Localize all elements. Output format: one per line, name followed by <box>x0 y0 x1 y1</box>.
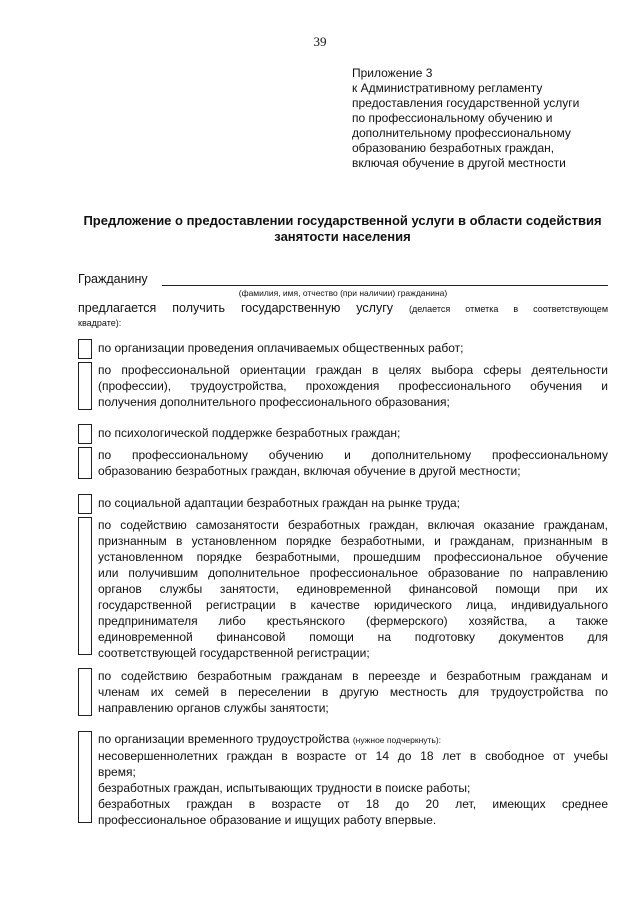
option-checkbox[interactable] <box>78 517 92 655</box>
heading-line-2: занятости населения <box>274 229 411 244</box>
option-checkbox[interactable] <box>78 339 92 359</box>
option-line: по организации проведения оплачиваемых общественных работ; <box>98 341 464 355</box>
option-line: по психологической поддержке безработных граждан; <box>98 426 401 440</box>
option-subline: безработных граждан, испытывающих трудности в поиске работы; <box>98 781 471 795</box>
option-line: по профессиональному обучению и дополнительному профессиональному <box>98 448 608 462</box>
option-line: органов службы занятости, единовременной финансовой помощи при их <box>98 582 608 596</box>
appendix-line: Приложение 3 <box>352 66 433 80</box>
appendix-line: образованию безработных граждан, <box>352 141 555 155</box>
option-public-works <box>78 339 608 359</box>
intro-main: предлагается получить государственную услугу <box>78 301 393 315</box>
appendix-line: дополнительному профессиональному <box>352 126 571 140</box>
option-line: членам их семей в переселении в другую местность для трудоустройства по <box>98 685 608 699</box>
option-line: или получившим дополнительное профессиональное образование по направлению <box>98 566 608 580</box>
option-title: по организации временного трудоустройства <box>98 732 350 746</box>
option-checkbox[interactable] <box>78 731 92 823</box>
option-social-adaptation <box>78 494 608 514</box>
option-subline: безработных граждан в возрасте от 18 до 20 лет, имеющих среднее <box>98 797 608 811</box>
option-line: получения дополнительного профессионального образования; <box>98 395 450 409</box>
option-psychological-support <box>78 424 608 444</box>
option-self-employment <box>78 517 608 660</box>
recipient-name-line[interactable] <box>162 285 608 286</box>
option-line: направлению органов службы занятости; <box>98 701 329 715</box>
option-line: по содействию самозанятости безработных граждан, включая оказание гражданам, <box>98 518 608 532</box>
option-subline: несовершеннолетних граждан в возрасте от 14 до 18 лет в свободное от учебы <box>98 749 608 763</box>
intro-note: (делается отметка в соответствующем <box>408 304 608 314</box>
option-checkbox[interactable] <box>78 668 92 716</box>
option-line: признанным в установленном порядке безработными, и гражданам, признанным в <box>98 534 608 548</box>
option-line: по содействию безработным гражданам в переезде и безработным гражданам и <box>98 669 608 683</box>
option-professional-training <box>78 447 608 479</box>
document-heading <box>70 213 615 245</box>
appendix-line: включая обучение в другой местности <box>352 156 566 170</box>
option-career-guidance <box>78 362 608 410</box>
option-checkbox[interactable] <box>78 494 92 514</box>
appendix-block <box>352 66 622 171</box>
option-checkbox[interactable] <box>78 447 92 479</box>
option-checkbox[interactable] <box>78 362 92 410</box>
option-relocation <box>78 668 608 716</box>
appendix-line: к Административному регламенту <box>352 81 543 95</box>
recipient-field <box>78 272 608 288</box>
appendix-line: предоставления государственной услуги <box>352 96 580 110</box>
option-line: по профессиональной ориентации граждан в целях выбора сферы деятельности <box>98 363 608 377</box>
recipient-label: Гражданину <box>78 272 148 286</box>
heading-line-1: Предложение о предоставлении государственной услуги в области содействия <box>83 213 602 228</box>
intro-note-cont: квадрате): <box>78 318 122 328</box>
option-line: установленном порядке безработными, прошедшим профессиональное обучение <box>98 550 608 564</box>
option-line: предпринимателя либо крестьянского (фермерского) хозяйства, а также <box>98 614 608 628</box>
option-line: единовременной финансовой помощи на подготовку документов для <box>98 630 608 644</box>
option-line: по социальной адаптации безработных граждан на рынке труда; <box>98 496 461 510</box>
intro-text <box>78 301 608 330</box>
option-line: (профессии), трудоустройства, прохождения профессионального обучения и <box>98 379 608 393</box>
option-line: образованию безработных граждан, включая обучение в другой местности; <box>98 464 521 478</box>
option-checkbox[interactable] <box>78 424 92 444</box>
page-number: 39 <box>313 34 327 49</box>
option-title-note: (нужное подчеркнуть): <box>352 735 442 745</box>
recipient-hint: (фамилия, имя, отчество (при наличии) гражданина) <box>238 288 448 298</box>
option-line: государственной регистрации в качестве юридического лица, индивидуального <box>98 598 608 612</box>
appendix-line: по профессиональному обучению и <box>352 111 553 125</box>
option-subline: время; <box>98 765 136 779</box>
option-subline: профессиональное образование и ищущих работу впервые. <box>98 813 437 827</box>
option-temporary-employment <box>78 731 608 827</box>
option-line: соответствующей государственной регистрации; <box>98 646 370 660</box>
